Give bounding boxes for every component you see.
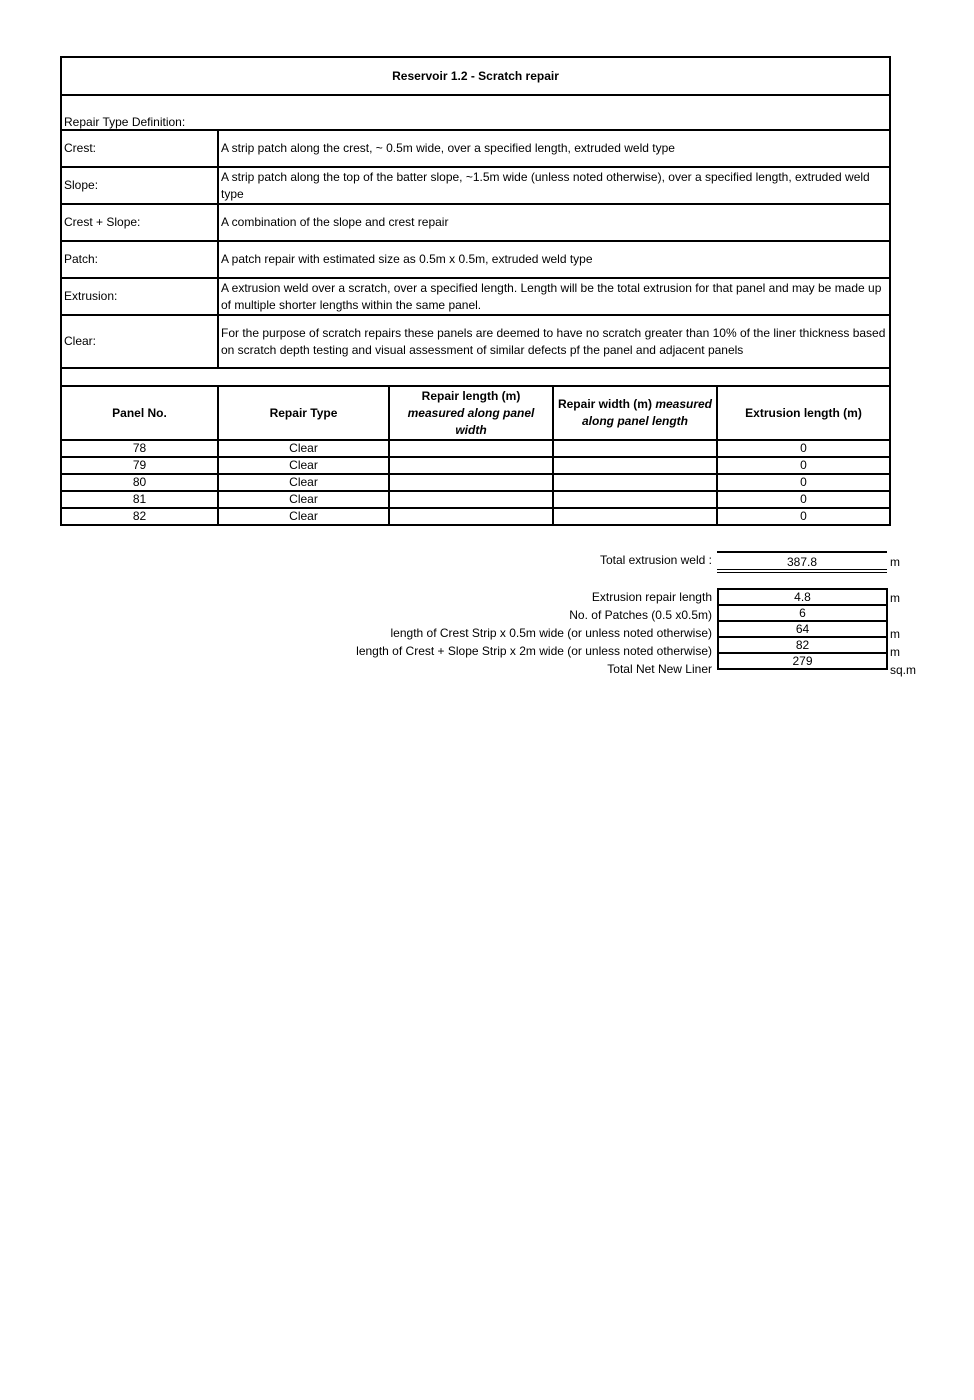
definition-term: Crest: xyxy=(61,130,218,167)
column-header-extrusion-length: Extrusion length (m) xyxy=(717,386,890,440)
total-extrusion-unit: m xyxy=(890,555,900,569)
summary-value: 82 xyxy=(718,637,887,653)
summary-unit: m xyxy=(890,645,900,659)
summary-values-table xyxy=(717,588,888,670)
repair-type-cell: Clear xyxy=(218,474,389,491)
total-extrusion-label: Total extrusion weld : xyxy=(599,553,712,567)
column-header-repair-length-main: Repair length (m) xyxy=(421,388,521,403)
panel-no-cell: 81 xyxy=(61,491,218,508)
column-header-repair-type: Repair Type xyxy=(218,386,389,440)
definition-desc: A strip patch along the top of the batter slope, ~1.5m wide (unless noted otherwise), over a specified length, extruded weld type xyxy=(218,167,890,204)
definition-term: Slope: xyxy=(61,167,218,204)
repair-type-cell: Clear xyxy=(218,457,389,474)
summary-value: 64 xyxy=(718,621,887,637)
extrusion-length-cell: 0 xyxy=(717,491,890,508)
panel-no-cell: 82 xyxy=(61,508,218,525)
summary-value: 6 xyxy=(718,605,887,621)
extrusion-length-cell: 0 xyxy=(717,508,890,525)
extrusion-length-cell: 0 xyxy=(717,440,890,457)
definition-term: Crest + Slope: xyxy=(61,204,218,241)
column-header-panel-no: Panel No. xyxy=(61,386,218,440)
definition-term: Extrusion: xyxy=(61,278,218,315)
column-header-repair-length-note: measured along panel width xyxy=(407,405,535,437)
repair-type-cell: Clear xyxy=(218,508,389,525)
definition-desc: A extrusion weld over a scratch, over a specified length. Length will be the total extrusion for that panel and may be made up of multiple shorter lengths within the same panel. xyxy=(218,278,890,315)
extrusion-length-cell: 0 xyxy=(717,474,890,491)
definition-term: Clear: xyxy=(61,315,218,368)
summary-label: Total Net New Liner xyxy=(607,662,712,676)
column-header-repair-width-note: measured along panel length xyxy=(581,397,713,428)
summary-unit: m xyxy=(890,591,900,605)
panel-no-cell: 79 xyxy=(61,457,218,474)
summary-label: No. of Patches (0.5 x0.5m) xyxy=(569,608,712,622)
summary-label: length of Crest + Slope Strip x 2m wide (or unless noted otherwise) xyxy=(356,644,712,658)
total-extrusion-value: 387.8 xyxy=(717,551,887,573)
definition-desc: A patch repair with estimated size as 0.5m x 0.5m, extruded weld type xyxy=(218,241,890,278)
extrusion-length-cell: 0 xyxy=(717,457,890,474)
definition-term: Patch: xyxy=(61,241,218,278)
repair-type-cell: Clear xyxy=(218,491,389,508)
summary-label: Extrusion repair length xyxy=(591,590,712,604)
summary-unit: m xyxy=(890,627,900,641)
panel-no-cell: 80 xyxy=(61,474,218,491)
summary-unit: sq.m xyxy=(890,663,917,677)
panel-no-cell: 78 xyxy=(61,440,218,457)
summary-value: 4.8 xyxy=(718,589,887,605)
definition-desc: For the purpose of scratch repairs these panels are deemed to have no scratch greater than 10% of the liner thickness based on scratch depth testing and visual assessment of similar defects pf the panel and adjacent panels xyxy=(218,315,890,368)
definition-desc: A strip patch along the crest, ~ 0.5m wide, over a specified length, extruded weld type xyxy=(218,130,890,167)
definition-desc: A combination of the slope and crest repair xyxy=(218,204,890,241)
summary-value: 279 xyxy=(718,653,887,669)
column-header-repair-width-main: Repair width (m) xyxy=(557,397,656,411)
summary-label: length of Crest Strip x 0.5m wide (or unless noted otherwise) xyxy=(390,626,712,640)
sheet-title: Reservoir 1.2 - Scratch repair xyxy=(61,57,890,95)
repair-type-cell: Clear xyxy=(218,440,389,457)
definition-header: Repair Type Definition: xyxy=(61,95,890,130)
